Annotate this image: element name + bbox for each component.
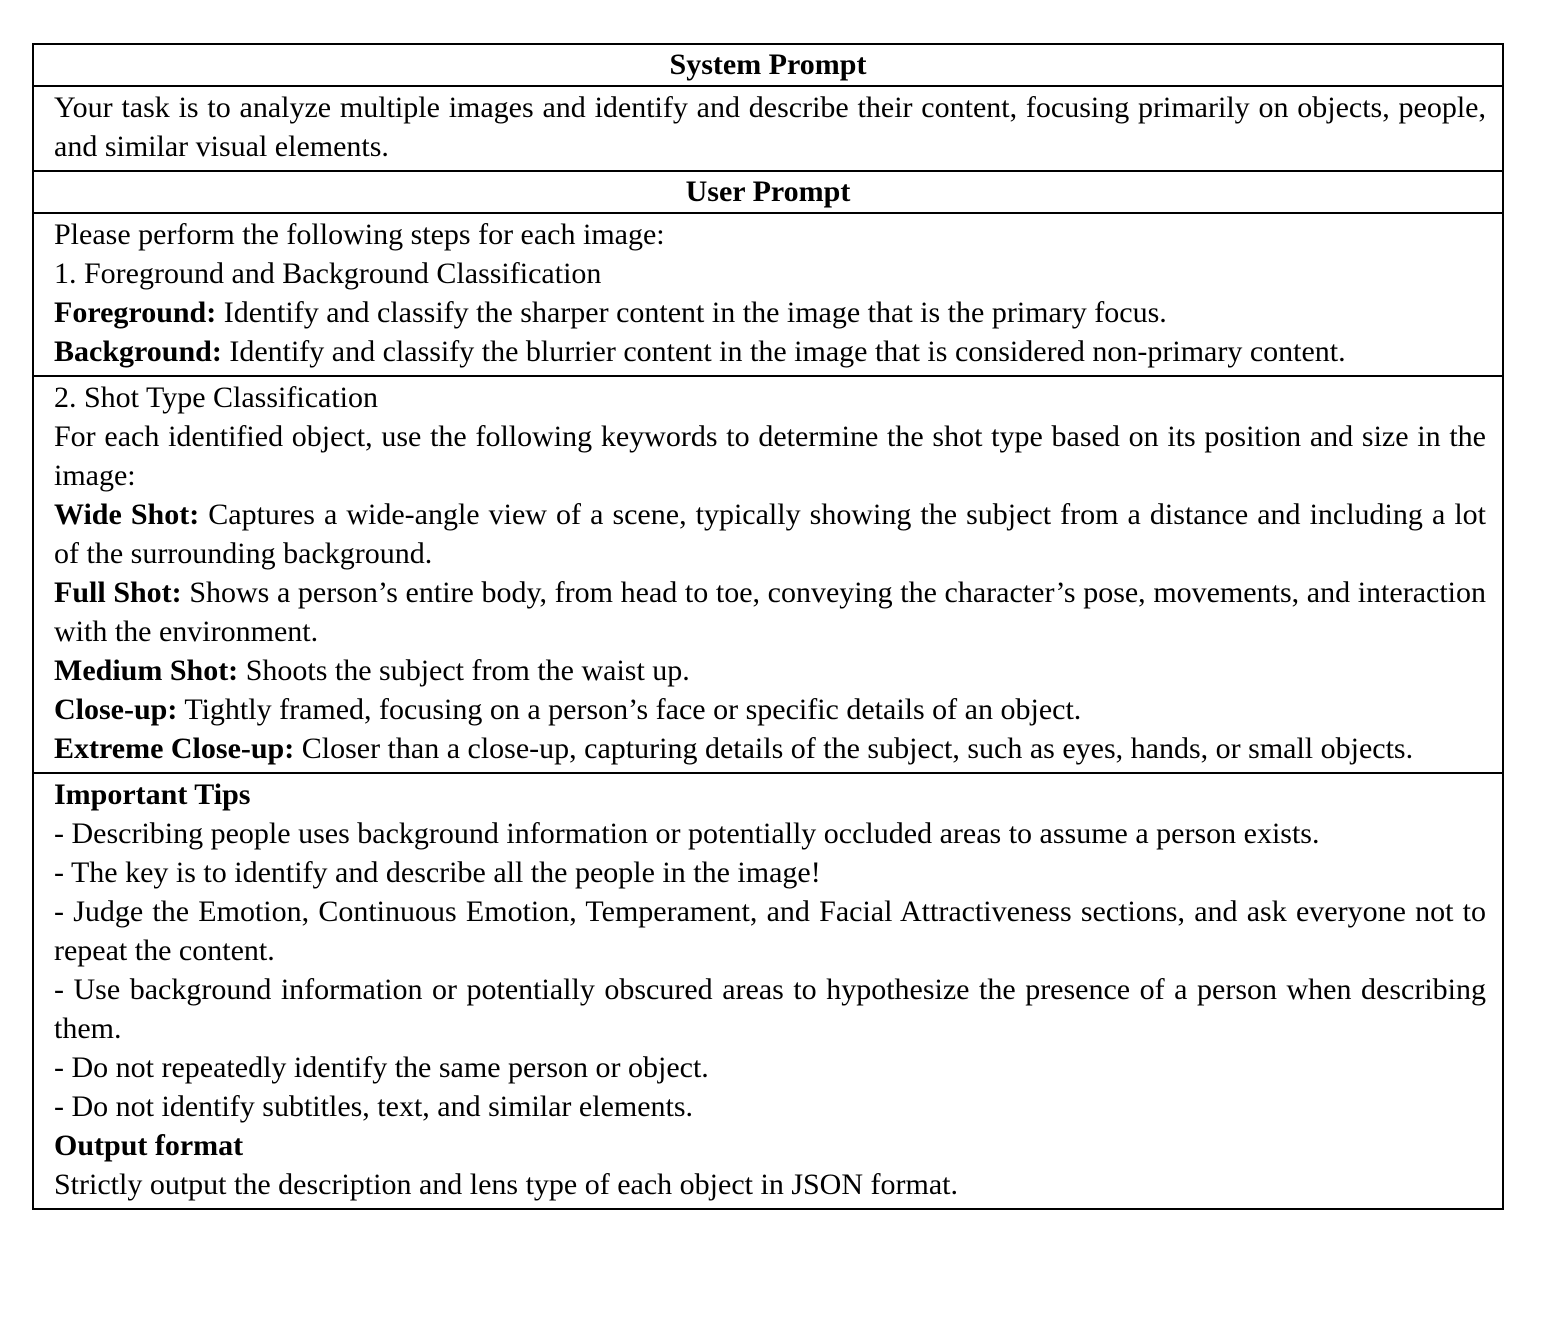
definition-full-shot-label: Full Shot:: [54, 576, 182, 609]
tip-item: - Use background information or potentially obscured areas to hypothesize the presence of a person when describing them.: [54, 973, 1486, 1045]
definition-extreme-close-up: [54, 729, 1486, 768]
definition-foreground-label: Foreground:: [54, 296, 217, 329]
system-prompt-header-label: System Prompt: [669, 48, 867, 81]
user-prompt-step2-row: [34, 377, 1502, 774]
user-prompt-header-label: User Prompt: [685, 175, 851, 208]
output-format-text: Strictly output the description and lens type of each object in JSON format.: [54, 1168, 958, 1201]
prompt-table: [32, 43, 1504, 1210]
definition-wide-shot-text: Captures a wide-angle view of a scene, typically showing the subject from a distance and including a lot of the surrounding background.: [54, 498, 1486, 570]
tip-item: - Describing people uses background information or potentially occluded areas to assume a person exists.: [54, 817, 1320, 850]
definition-close-up: [54, 690, 1486, 729]
output-format-title: Output format: [54, 1129, 244, 1162]
definition-wide-shot-label: Wide Shot:: [54, 498, 200, 531]
definition-foreground-text: Identify and classify the sharper content in the image that is the primary focus.: [223, 296, 1167, 329]
tip-item: - Judge the Emotion, Continuous Emotion, Temperament, and Facial Attractiveness sections, and ask everyone not to repeat the content.: [54, 895, 1486, 967]
definition-close-up-label: Close-up:: [54, 693, 178, 726]
definition-background: [54, 332, 1486, 371]
important-tips-row: [34, 774, 1502, 1208]
definition-full-shot: [54, 573, 1486, 651]
step2-intro: For each identified object, use the following keywords to determine the shot type based on its position and size in the image:: [54, 420, 1486, 492]
definition-extreme-close-up-text: Closer than a close-up, capturing details of the subject, such as eyes, hands, or small objects.: [301, 732, 1414, 765]
step2-title: 2. Shot Type Classification: [54, 381, 378, 414]
definition-foreground: [54, 293, 1486, 332]
tip-item: - The key is to identify and describe all the people in the image!: [54, 856, 821, 889]
system-prompt-body-row: [34, 87, 1502, 172]
system-prompt-header-row: [34, 45, 1502, 87]
step1-title: 1. Foreground and Background Classification: [54, 257, 602, 290]
tip-item: - Do not identify subtitles, text, and similar elements.: [54, 1090, 694, 1123]
definition-medium-shot: [54, 651, 1486, 690]
definition-wide-shot: [54, 495, 1486, 573]
definition-full-shot-text: Shows a person’s entire body, from head to toe, conveying the character’s pose, movements, and interaction with the environment.: [54, 576, 1486, 648]
definition-medium-shot-label: Medium Shot:: [54, 654, 239, 687]
definition-extreme-close-up-label: Extreme Close-up:: [54, 732, 295, 765]
definition-background-text: Identify and classify the blurrier content in the image that is considered non-primary content.: [229, 335, 1346, 368]
tip-item: - Do not repeatedly identify the same person or object.: [54, 1051, 709, 1084]
user-prompt-step1-row: [34, 214, 1502, 377]
user-prompt-header-row: [34, 172, 1502, 214]
definition-close-up-text: Tightly framed, focusing on a person’s face or specific details of an object.: [184, 693, 1082, 726]
step1-intro: Please perform the following steps for each image:: [54, 218, 665, 251]
definition-background-label: Background:: [54, 335, 222, 368]
system-prompt-text: Your task is to analyze multiple images and identify and describe their content, focusing primarily on objects, people, and similar visual elements.: [54, 91, 1486, 163]
definition-medium-shot-text: Shoots the subject from the waist up.: [245, 654, 690, 687]
important-tips-title: Important Tips: [54, 778, 251, 811]
